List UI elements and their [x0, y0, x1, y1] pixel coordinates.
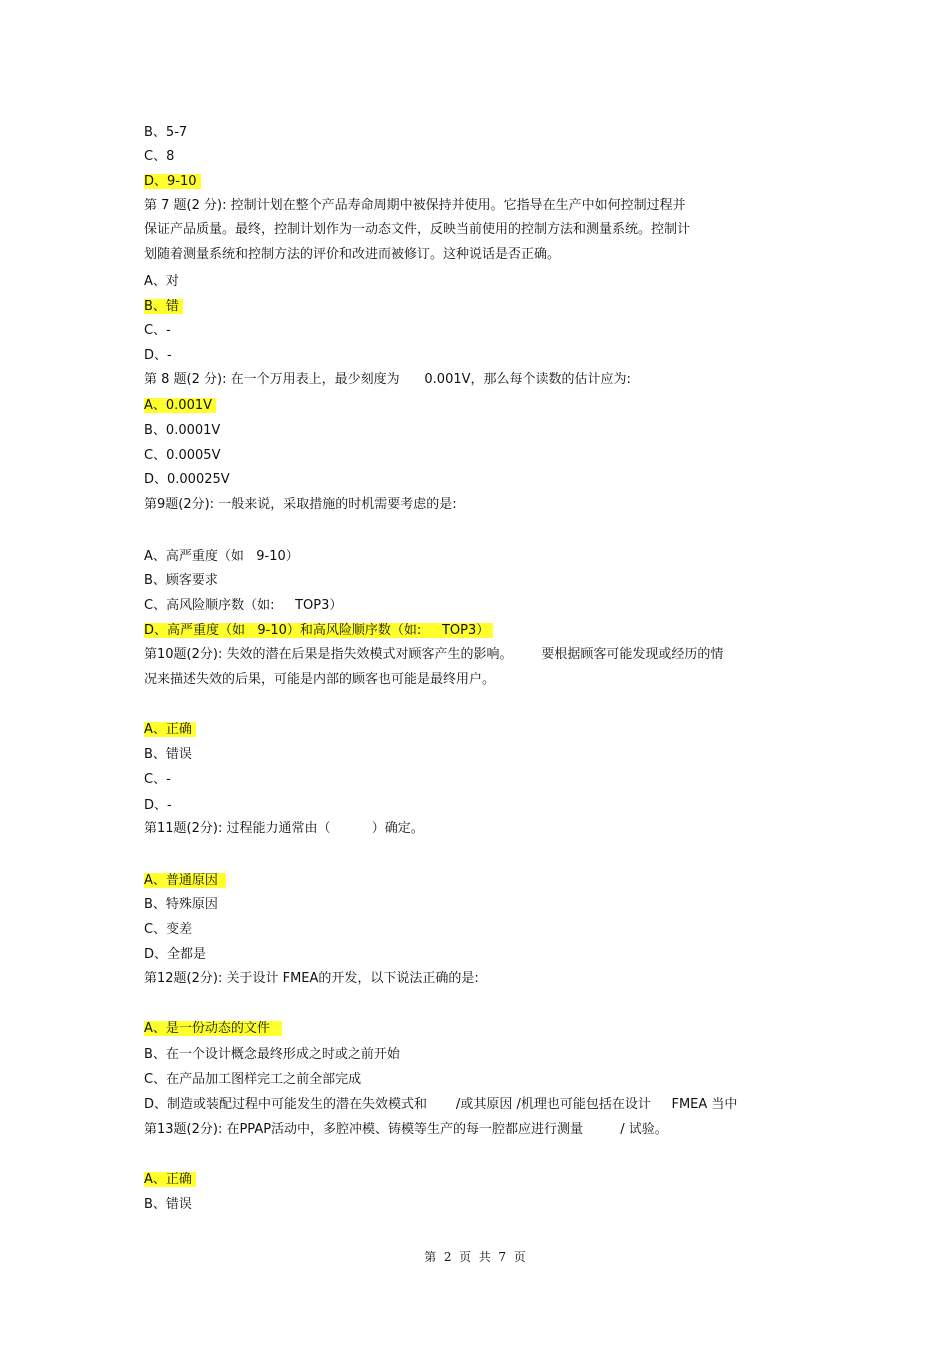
line-text: B、0.0001V [144, 423, 221, 438]
text-line [144, 148, 174, 165]
line-text: 况来描述失效的后果，可能是内部的顾客也可能是最终用户。 [144, 672, 496, 687]
line-text: B、特殊原因 [144, 897, 218, 912]
text-line [144, 1020, 282, 1037]
highlighted-answer: B、错 [144, 299, 184, 314]
text-line [144, 347, 172, 364]
line-text: 划随着测量系统和控制方法的评价和改进而被修订。这种说话是否正确。 [144, 247, 561, 262]
text-line [144, 397, 216, 414]
line-text: 第10题(2分): 失效的潜在后果是指失效模式对顾客产生的影响。 要根据顾客可能发现或经历的情 [144, 647, 724, 662]
text-line [144, 721, 196, 738]
text-line [144, 273, 179, 290]
text-line [144, 496, 457, 513]
text-line [144, 124, 187, 141]
line-text: D、0.00025V [144, 472, 230, 487]
text-line [144, 322, 171, 339]
text-line [144, 197, 686, 214]
text-line [144, 572, 218, 589]
text-line [144, 872, 226, 889]
text-line [144, 970, 479, 987]
text-line [144, 646, 723, 663]
text-line [144, 797, 172, 814]
text-line [144, 1046, 400, 1063]
line-text: B、错误 [144, 747, 192, 762]
line-text: 第 8 题(2 分): 在一个万用表上，最少刻度为 0.001V，那么每个读数的估计应为: [144, 372, 631, 387]
line-text: A、高严重度（如 9-10） [144, 549, 299, 564]
line-text: C、高风险顺序数（如: TOP3） [144, 598, 343, 613]
line-text: 第9题(2分): 一般来说，采取措施的时机需要考虑的是: [144, 497, 457, 512]
line-text: 第12题(2分): 关于设计 FMEA的开发，以下说法正确的是: [144, 971, 479, 986]
highlighted-answer: A、是一份动态的文件 [144, 1021, 283, 1036]
text-line [144, 1196, 192, 1213]
text-line [144, 1171, 196, 1188]
text-line [144, 221, 690, 238]
line-text: C、0.0005V [144, 448, 221, 463]
text-line [144, 771, 171, 788]
line-text: D、制造或装配过程中可能发生的潜在失效模式和 /或其原因 /机理也可能包括在设计 FMEA 当中 [144, 1097, 738, 1112]
text-line [144, 746, 192, 763]
text-line [144, 1096, 737, 1113]
line-text: B、5-7 [144, 125, 188, 140]
text-line [144, 622, 493, 639]
text-line [144, 896, 218, 913]
line-text: 第13题(2分): 在PPAP活动中，多腔冲模、铸模等生产的每一腔都应进行测量 / 试验。 [144, 1122, 668, 1137]
line-text: 第 7 题(2 分): 控制计划在整个产品寿命周期中被保持并使用。它指导在生产中如何控制过程并 [144, 198, 686, 213]
line-text: 第11题(2分): 过程能力通常由（ ）确定。 [144, 821, 424, 836]
line-text: C、8 [144, 149, 175, 164]
line-text: D、全都是 [144, 947, 207, 962]
text-line [144, 447, 220, 464]
line-text: B、错误 [144, 1197, 192, 1212]
text-line [144, 597, 342, 614]
text-line [144, 921, 192, 938]
text-line [144, 422, 220, 439]
highlighted-answer: A、0.001V [144, 398, 217, 413]
line-text: B、在一个设计概念最终形成之时或之前开始 [144, 1047, 400, 1062]
text-line [144, 671, 495, 688]
text-line [144, 173, 201, 190]
text-line [144, 548, 299, 565]
line-text: C、- [144, 323, 171, 338]
line-text: C、- [144, 772, 171, 787]
line-text: C、变差 [144, 922, 193, 937]
text-line [144, 471, 230, 488]
text-line [144, 946, 206, 963]
line-text: C、在产品加工图样完工之前全部完成 [144, 1072, 362, 1087]
text-line [144, 1071, 361, 1088]
text-line [144, 1121, 668, 1138]
highlighted-answer: D、9-10 [144, 174, 201, 189]
highlighted-answer: A、正确 [144, 722, 197, 737]
line-text: A、对 [144, 274, 179, 289]
text-line [144, 820, 424, 837]
text-line [144, 371, 631, 388]
line-text: B、顾客要求 [144, 573, 218, 588]
line-text: D、- [144, 798, 172, 813]
highlighted-answer: A、普通原因 [144, 873, 227, 888]
line-text: D、- [144, 348, 172, 363]
page-footer: 第 2 页 共 7 页 [424, 1250, 526, 1264]
text-line [144, 246, 560, 263]
line-text: 保证产品质量。最终，控制计划作为一动态文件，反映当前使用的控制方法和测量系统。控制计 [144, 222, 691, 237]
highlighted-answer: D、高严重度（如 9-10）和高风险顺序数（如: TOP3） [144, 623, 494, 638]
text-line [144, 298, 183, 315]
highlighted-answer: A、正确 [144, 1172, 197, 1187]
